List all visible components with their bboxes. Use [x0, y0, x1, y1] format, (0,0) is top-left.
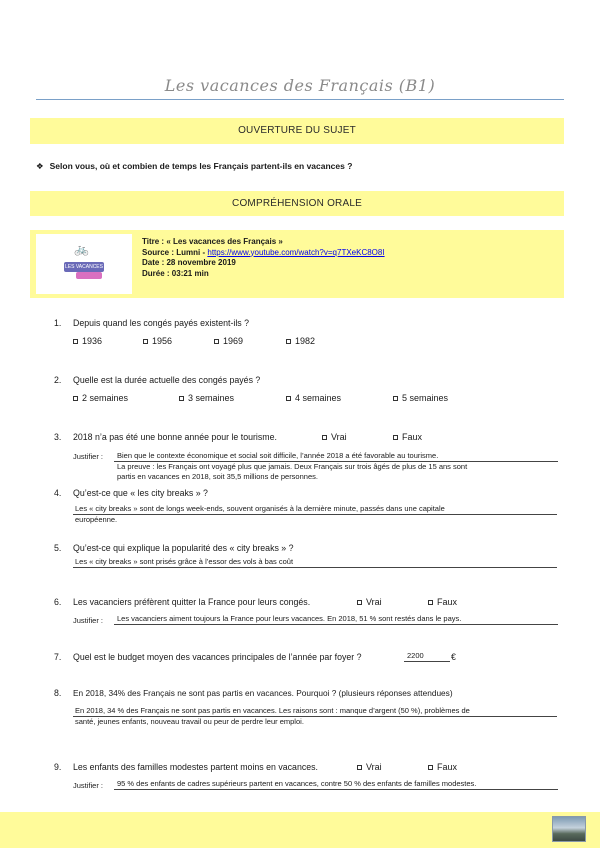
answer-underline — [404, 661, 450, 662]
option-label: 5 semaines — [402, 393, 449, 403]
question-number: 9. — [54, 762, 62, 772]
answer-text[interactable]: 95 % des enfants de cadres supérieurs partent en vacances, contre 50 % des enfants de familles modestes. — [117, 779, 477, 788]
video-duration-value: 03:21 min — [171, 268, 209, 278]
option-vrai[interactable] — [322, 432, 347, 442]
bullet-diamond-icon: ❖ — [36, 161, 44, 171]
option-faux[interactable] — [428, 597, 457, 607]
option-label: 1956 — [152, 336, 173, 346]
video-date-label: Date : — [142, 258, 165, 267]
intro-question — [36, 161, 352, 172]
currency-unit — [451, 652, 456, 662]
option-label: Vrai — [366, 597, 382, 607]
video-source-link[interactable]: https://www.youtube.com/watch?v=q7TXeKC8O8I — [207, 247, 385, 257]
option-label: 1982 — [295, 336, 316, 346]
video-source-label: Source — [142, 247, 170, 257]
option-1936[interactable] — [73, 336, 102, 346]
answer-text[interactable]: Les vacanciers aiment toujours la France pour leurs vacances. En 2018, 51 % sont restés dans le pays. — [117, 614, 462, 623]
option-5-semaines[interactable] — [393, 393, 448, 403]
option-4-semaines[interactable] — [286, 393, 341, 403]
justify-label: Justifier : — [73, 616, 104, 625]
answer-underline — [114, 789, 558, 790]
video-date-value: 28 novembre 2019 — [166, 258, 236, 267]
answer-underline — [73, 514, 557, 515]
answer-text[interactable]: Les « city breaks » sont de longs week-ends, souvent organisés à la dernière minute, passés dans une capitale — [75, 504, 445, 513]
video-title-label: Titre : — [142, 237, 165, 246]
section-header-ouverture: OUVERTURE DU SUJET — [30, 118, 564, 144]
video-thumbnail[interactable] — [36, 234, 132, 294]
question-text: Quel est le budget moyen des vacances principales de l’année par foyer ? — [73, 652, 362, 662]
question-text: Les vacanciers préfèrent quitter la France pour leurs congés. — [73, 597, 311, 607]
justify-label: Justifier : — [73, 452, 104, 461]
option-label: Vrai — [366, 762, 382, 772]
question-number: 8. — [54, 688, 62, 698]
question-text: 2018 n’a pas été une bonne année pour le tourisme. — [73, 432, 277, 442]
option-2-semaines[interactable] — [73, 393, 128, 403]
video-source-value: : Lumni - — [171, 247, 206, 257]
answer-text[interactable]: partis en vacances en 2018, soit 35,5 millions de personnes. — [117, 472, 318, 481]
checkbox-icon[interactable] — [357, 765, 362, 770]
option-label: 1936 — [82, 336, 103, 346]
question-number: 3. — [54, 432, 62, 442]
option-label: Faux — [402, 432, 423, 442]
video-info-box — [30, 230, 564, 298]
answer-underline — [73, 567, 557, 568]
option-label: 1969 — [223, 336, 244, 346]
checkbox-icon[interactable] — [322, 435, 327, 440]
budget-answer[interactable]: 2200 — [407, 651, 424, 660]
footer-band — [0, 812, 600, 848]
option-3-semaines[interactable] — [179, 393, 234, 403]
question-text: Qu’est-ce que « les city breaks » ? — [73, 488, 208, 498]
option-1982[interactable] — [286, 336, 315, 346]
answer-text[interactable]: Bien que le contexte économique et social soit difficile, l’année 2018 a été favorable au tourisme. — [117, 451, 439, 460]
question-text: Les enfants des familles modestes partent moins en vacances. — [73, 762, 318, 772]
question-text: Quelle est la durée actuelle des congés payés ? — [73, 375, 261, 385]
checkbox-icon[interactable] — [73, 339, 78, 344]
question-text: Qu’est-ce qui explique la popularité des « city breaks » ? — [73, 543, 294, 553]
checkbox-icon[interactable] — [393, 396, 398, 401]
checkbox-icon[interactable] — [286, 396, 291, 401]
title-divider — [36, 99, 564, 100]
option-label: 4 semaines — [295, 393, 342, 403]
checkbox-icon[interactable] — [179, 396, 184, 401]
question-number: 2. — [54, 375, 62, 385]
question-number: 5. — [54, 543, 62, 553]
page-title: Les vacances des Français (B1) — [164, 76, 436, 95]
answer-text[interactable]: européenne. — [75, 515, 118, 524]
checkbox-icon[interactable] — [393, 435, 398, 440]
thumbnail-badge: LES VACANCES — [65, 264, 103, 270]
option-label: 2 semaines — [82, 393, 129, 403]
answer-text[interactable]: En 2018, 34 % des Français ne sont pas partis en vacances. Les raisons sont : manque d’argent (50 %), problèmes de — [75, 706, 470, 715]
checkbox-icon[interactable] — [357, 600, 362, 605]
justify-label: Justifier : — [73, 781, 104, 790]
question-number: 4. — [54, 488, 62, 498]
answer-text[interactable]: santé, jeunes enfants, nouveau travail ou peur de perdre leur emploi. — [75, 717, 304, 726]
question-number: 7. — [54, 652, 62, 662]
currency-unit-text: € — [451, 652, 456, 662]
section-header-comprehension: COMPRÉHENSION ORALE — [30, 191, 564, 216]
option-label: Faux — [437, 597, 458, 607]
answer-underline — [114, 624, 558, 625]
video-title-value: « Les vacances des Français » — [166, 237, 283, 246]
option-faux[interactable] — [393, 432, 422, 442]
cyclist-icon: 🚲 — [74, 242, 89, 256]
answer-text[interactable]: Les « city breaks » sont prisés grâce à l’essor des vols à bas coût — [75, 557, 294, 566]
video-meta — [142, 237, 385, 279]
option-label: Faux — [437, 762, 458, 772]
video-duration-label: Durée : — [142, 268, 170, 278]
question-number: 1. — [54, 318, 62, 328]
question-number: 6. — [54, 597, 62, 607]
option-label: 3 semaines — [188, 393, 235, 403]
footer-landscape-image — [552, 816, 586, 842]
option-vrai[interactable] — [357, 762, 382, 772]
checkbox-icon[interactable] — [286, 339, 291, 344]
option-label: Vrai — [331, 432, 347, 442]
checkbox-icon[interactable] — [214, 339, 219, 344]
checkbox-icon[interactable] — [428, 600, 433, 605]
thumbnail-badge-accent — [76, 272, 102, 279]
checkbox-icon[interactable] — [143, 339, 148, 344]
answer-text[interactable]: La preuve : les Français ont voyagé plus que jamais. Deux Français sur trois âgés de plus de 15 ans sont — [117, 462, 468, 471]
option-vrai[interactable] — [357, 597, 382, 607]
checkbox-icon[interactable] — [73, 396, 78, 401]
option-faux[interactable] — [428, 762, 457, 772]
option-1956[interactable] — [143, 336, 172, 346]
intro-question-text: Selon vous, où et combien de temps les Français partent-ils en vacances ? — [49, 161, 353, 171]
checkbox-icon[interactable] — [428, 765, 433, 770]
option-1969[interactable] — [214, 336, 243, 346]
question-text: Depuis quand les congés payés existent-ils ? — [73, 318, 250, 328]
question-text: En 2018, 34% des Français ne sont pas partis en vacances. Pourquoi ? (plusieurs réponses attendues) — [73, 688, 453, 698]
